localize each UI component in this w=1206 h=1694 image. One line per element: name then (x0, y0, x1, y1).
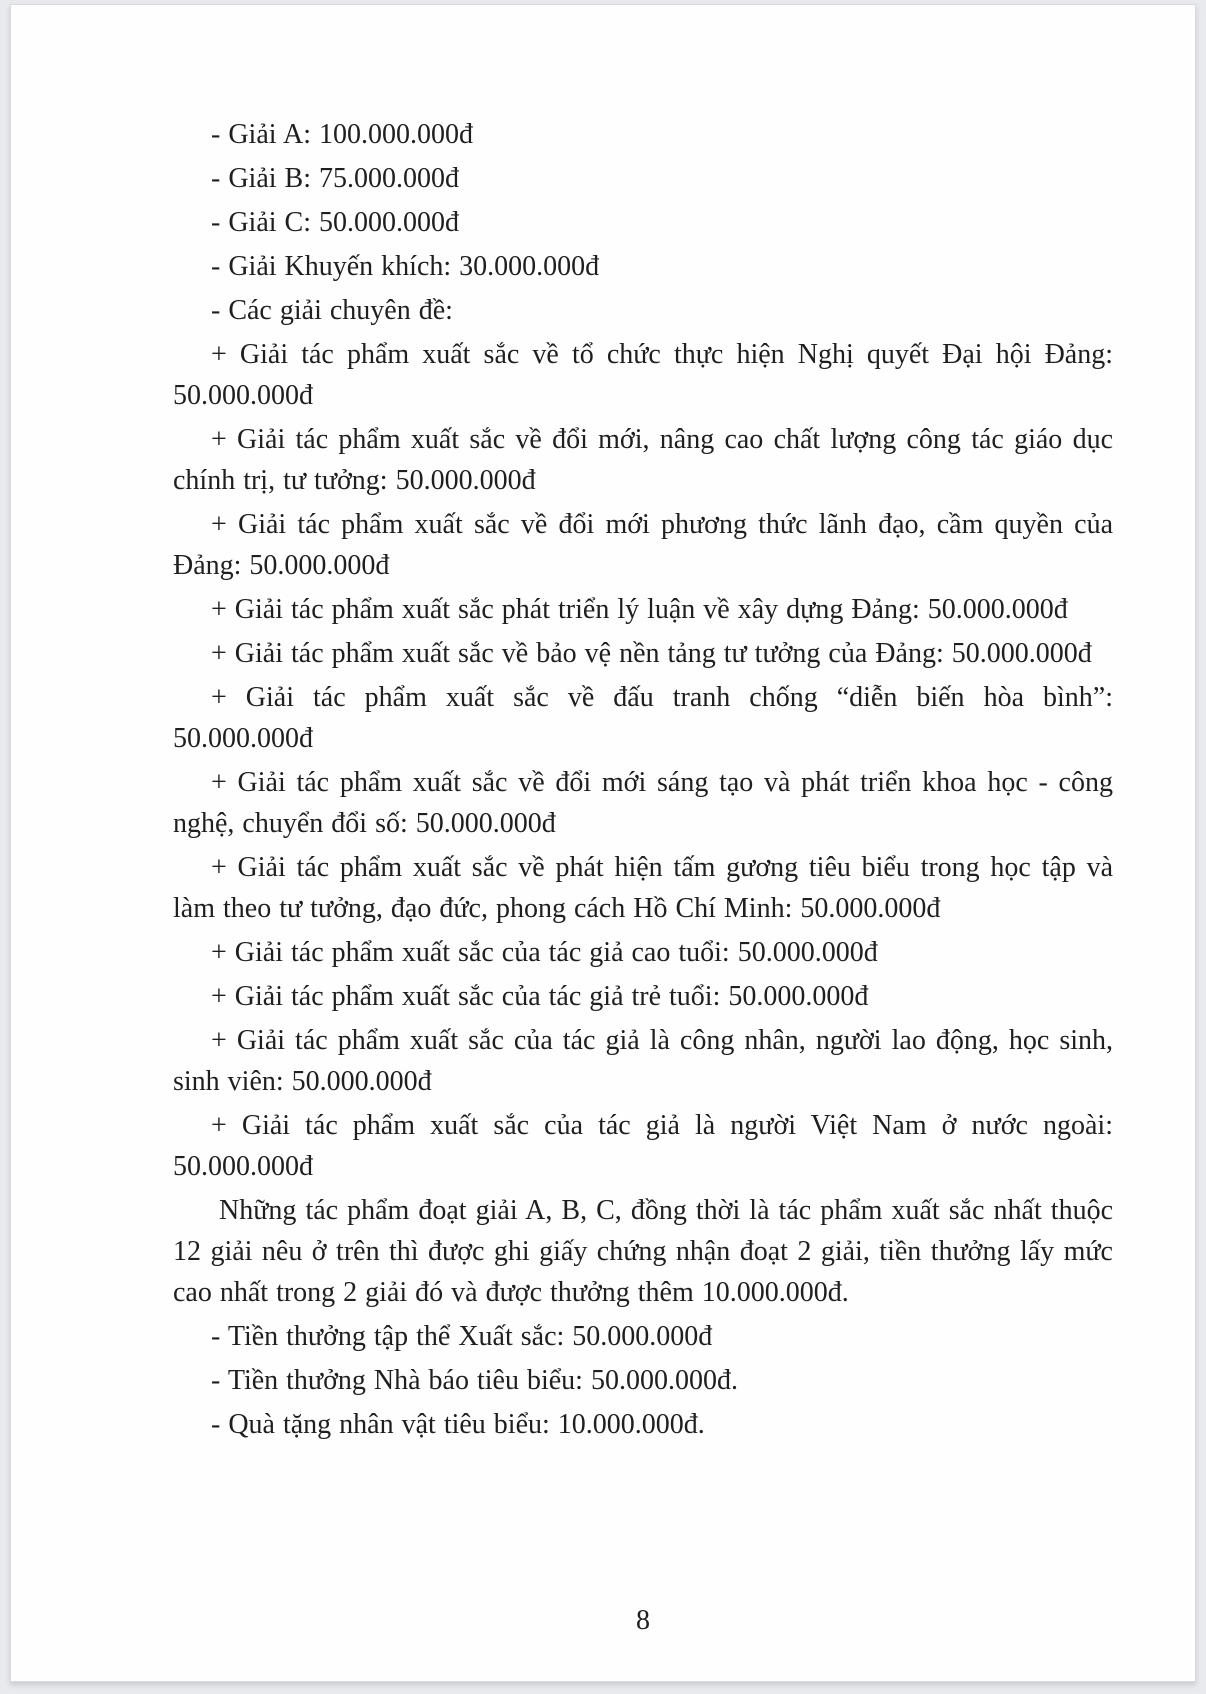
paragraph: + Giải tác phẩm xuất sắc về đổi mới, nâng cao chất lượng công tác giáo dục chính trị, tư tưởng: 50.000.000đ (173, 424, 1113, 496)
paragraph: + Giải tác phẩm xuất sắc về phát hiện tấm gương tiêu biểu trong học tập và làm theo tư tưởng, đạo đức, phong cách Hồ Chí Minh: 50.000.000đ (173, 852, 1113, 924)
paragraph: - Các giải chuyên đề: (211, 295, 453, 326)
paragraph: - Quà tặng nhân vật tiêu biểu: 10.000.000đ. (211, 1409, 705, 1440)
paragraph: + Giải tác phẩm xuất sắc về bảo vệ nền tảng tư tưởng của Đảng: 50.000.000đ (211, 638, 1092, 669)
paragraph: + Giải tác phẩm xuất sắc về đổi mới sáng tạo và phát triển khoa học - công nghệ, chuyển đổi số: 50.000.000đ (173, 767, 1113, 839)
paragraph: - Tiền thưởng tập thể Xuất sắc: 50.000.000đ (211, 1321, 713, 1352)
paragraph: + Giải tác phẩm xuất sắc về đấu tranh chống “diễn biến hòa bình”: 50.000.000đ (173, 682, 1113, 754)
paragraph: + Giải tác phẩm xuất sắc của tác giả là công nhân, người lao động, học sinh, sinh viên: 50.000.000đ (173, 1025, 1113, 1097)
paragraph: - Giải B: 75.000.000đ (211, 163, 459, 194)
document-page (10, 4, 1196, 1682)
paragraph: - Giải Khuyến khích: 30.000.000đ (211, 251, 600, 282)
paragraph: + Giải tác phẩm xuất sắc của tác giả cao tuổi: 50.000.000đ (211, 937, 878, 968)
paragraph: + Giải tác phẩm xuất sắc về tổ chức thực hiện Nghị quyết Đại hội Đảng: 50.000.000đ (173, 339, 1113, 411)
paragraph: - Giải C: 50.000.000đ (211, 207, 459, 238)
paragraph: - Giải A: 100.000.000đ (211, 119, 473, 150)
paragraph: + Giải tác phẩm xuất sắc phát triển lý luận về xây dựng Đảng: 50.000.000đ (211, 594, 1068, 625)
paragraph: + Giải tác phẩm xuất sắc của tác giả là người Việt Nam ở nước ngoài: 50.000.000đ (173, 1110, 1113, 1182)
paragraph: Những tác phẩm đoạt giải A, B, C, đồng thời là tác phẩm xuất sắc nhất thuộc 12 giải nêu ở trên thì được ghi giấy chứng nhận đoạt 2 giải, tiền thưởng lấy mức cao nhất trong 2 giải đó và được thưởng thêm 10.000.000đ. (173, 1195, 1113, 1308)
paragraph: + Giải tác phẩm xuất sắc về đổi mới phương thức lãnh đạo, cầm quyền của Đảng: 50.000.000đ (173, 509, 1113, 581)
document-body (173, 114, 1113, 1448)
paragraph: - Tiền thưởng Nhà báo tiêu biểu: 50.000.000đ. (211, 1365, 738, 1396)
page-number: 8 (636, 1605, 650, 1636)
paragraph: + Giải tác phẩm xuất sắc của tác giả trẻ tuổi: 50.000.000đ (211, 981, 869, 1012)
